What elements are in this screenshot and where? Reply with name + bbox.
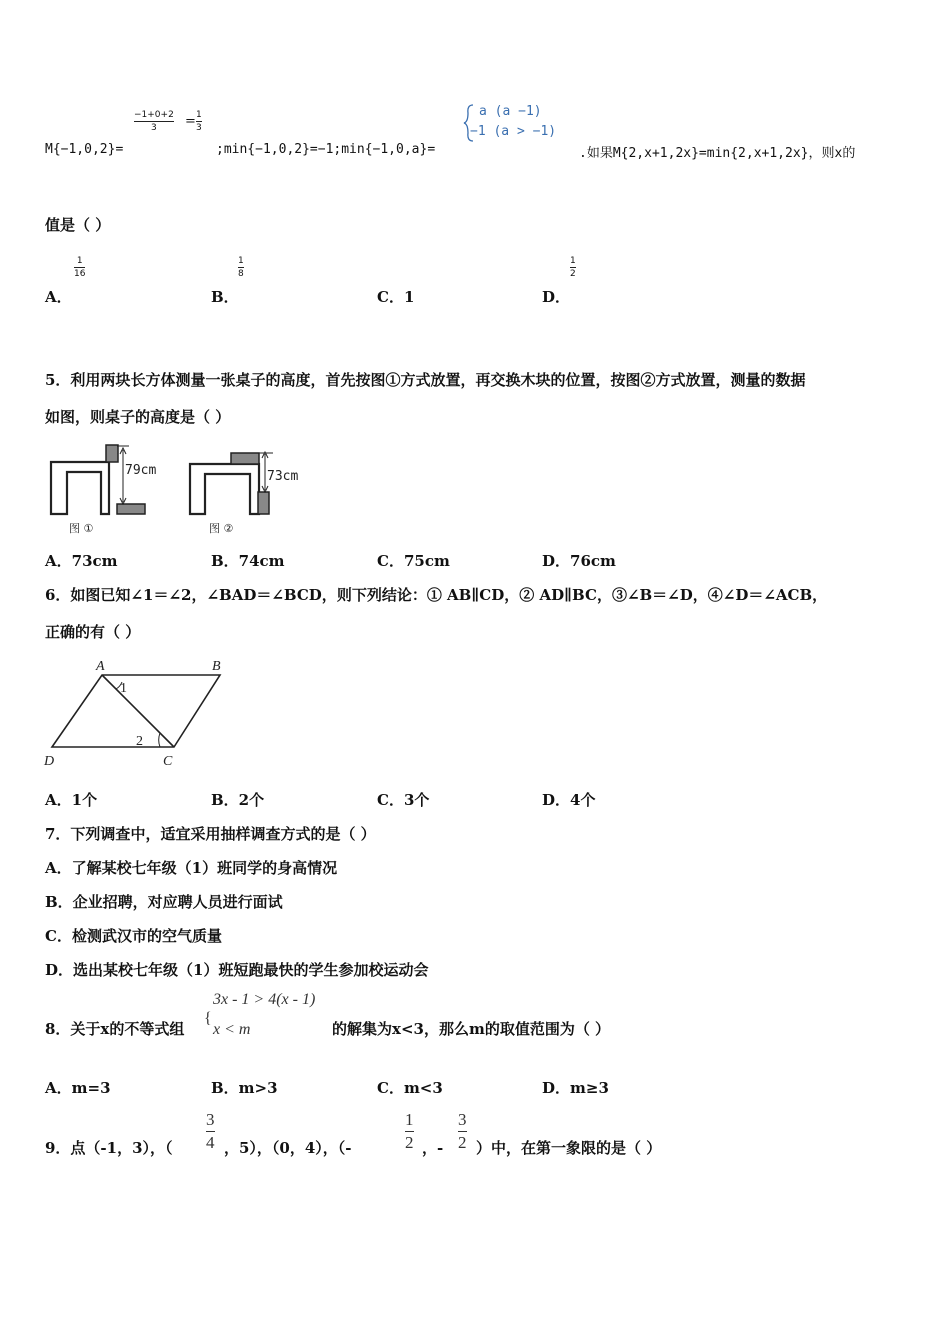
q7-option-b: B．企业招聘，对应聘人员进行面试 <box>45 893 283 911</box>
q5-line1: 5．利用两块长方体测量一张桌子的高度，首先按图①方式放置，再交换木块的位置，按图②方式放置，测量的数据 <box>45 371 806 389</box>
q6-label-c: C <box>163 754 173 769</box>
q6-option-b: B．2个 <box>211 791 265 809</box>
q5-fig2-value: 73cm <box>267 469 299 484</box>
q8-system-row1: 3x - 1 > 4(x - 1) <box>213 991 316 1008</box>
q8-option-a: A．m=3 <box>45 1079 111 1097</box>
q8-system-row2: x < m <box>213 1021 251 1038</box>
q4-mean-result <box>196 110 202 133</box>
q5-option-b: B．74cm <box>211 552 285 570</box>
q5-line2: 如图，则桌子的高度是（ ） <box>45 408 231 426</box>
q9-f3-num: 3 <box>458 1110 467 1129</box>
q9-part4: ）中，在第一象限的是（ ） <box>476 1139 662 1157</box>
q5-option-c: C．75cm <box>377 552 450 570</box>
q4-option-b: B． <box>211 288 239 306</box>
q4-mean-numerator: −1+0+2 <box>134 110 174 120</box>
q9-part3: ，- <box>422 1139 444 1157</box>
q8-system-brace-icon: { <box>204 1010 212 1027</box>
q4-mean-result-den: 3 <box>196 123 202 133</box>
q6-label-1: 1 <box>120 681 127 696</box>
q5-option-a: A．73cm <box>45 552 118 570</box>
q8-option-c: C．m<3 <box>377 1079 443 1097</box>
q9-f3-den: 2 <box>458 1133 467 1152</box>
q5-figure <box>45 440 335 540</box>
q7-line1: 7．下列调查中，适宜采用抽样调查方式的是（ ） <box>45 825 376 843</box>
q9-part1: 9．点（-1，3），（ <box>45 1139 173 1157</box>
q4-option-d-den: 2 <box>570 269 576 279</box>
q9-f2-den: 2 <box>405 1133 414 1152</box>
q8-prefix: 8．关于x的不等式组 <box>45 1020 185 1038</box>
q8-suffix: 的解集为x<3，那么m的取值范围为（ ） <box>332 1020 611 1038</box>
q9-fraction-1-2 <box>405 1111 414 1152</box>
q4-option-a: A． <box>45 288 72 306</box>
q5-fig1-value: 79cm <box>125 463 157 478</box>
q4-option-b-fraction <box>238 256 244 279</box>
q6-label-2: 2 <box>136 734 143 749</box>
q4-option-d: D． <box>542 288 571 306</box>
q7-option-c: C．检测武汉市的空气质量 <box>45 927 222 945</box>
q9-f2-num: 1 <box>405 1110 414 1129</box>
q5-option-d: D．76cm <box>542 552 616 570</box>
q4-option-a-num: 1 <box>76 256 83 266</box>
q4-option-b-den: 8 <box>238 269 244 279</box>
q4-option-a-den: 16 <box>74 269 86 279</box>
q9-fraction-3-2 <box>458 1111 467 1152</box>
q4-option-a-fraction <box>74 256 85 279</box>
q6-label-b: B <box>212 659 221 674</box>
q5-fig2-block-bottom <box>258 492 269 514</box>
q6-option-d: D．4个 <box>542 791 596 809</box>
q5-fig1-block-bottom <box>117 504 145 514</box>
q4-option-d-num: 1 <box>570 256 576 266</box>
q5-fig2-table <box>190 464 259 514</box>
q4-option-b-num: 1 <box>238 256 244 266</box>
q6-label-d: D <box>44 754 55 769</box>
q6-option-a: A．1个 <box>45 791 98 809</box>
q4-option-d-fraction <box>570 256 576 279</box>
q6-parallelogram-figure <box>40 652 240 772</box>
q5-fig1-table <box>51 462 109 514</box>
q6-label-a: A <box>96 659 105 674</box>
q4-mean-result-num: 1 <box>196 110 202 120</box>
q5-fig1-block-top <box>106 445 118 462</box>
q5-fig2-block-top <box>231 453 259 464</box>
q4-option-c: C．1 <box>377 288 415 306</box>
q9-fraction-3-4 <box>206 1111 215 1152</box>
q6-line1: 6．如图已知∠1＝∠2，∠BAD＝∠BCD，则下列结论：① AB∥CD，② AD∥BC，③∠B＝∠D，④∠D＝∠ACB， <box>45 586 828 604</box>
q7-option-a: A．了解某校七年级（1）班同学的身高情况 <box>45 859 338 877</box>
q4-m-prefix: M{−1,0,2}= <box>45 142 124 157</box>
q4-tail-text: .如果M{2,x+1,2x}=min{2,x+1,2x}，则x的 <box>579 146 856 161</box>
q4-mean-equals: = <box>185 114 196 129</box>
q9-part2: ，5），（0，4），（- <box>224 1139 352 1157</box>
q8-option-d: D．m≥3 <box>542 1079 609 1097</box>
q4-mean-denominator: 3 <box>151 123 157 133</box>
q5-fig2-caption: 图 ② <box>209 522 234 535</box>
q7-option-d: D．选出某校七年级（1）班短跑最快的学生参加校运动会 <box>45 961 429 979</box>
q4-piecewise-row1: a (a −1) <box>479 104 542 119</box>
q4-line2: 值是（ ） <box>45 216 111 234</box>
q6-option-c: C．3个 <box>377 791 430 809</box>
q6-line2: 正确的有（ ） <box>45 623 141 641</box>
q9-f1-num: 3 <box>206 1110 215 1129</box>
q4-piecewise-row2: −1 (a > −1) <box>470 124 557 139</box>
q5-fig1-caption: 图 ① <box>69 522 94 535</box>
q8-option-b: B．m>3 <box>211 1079 278 1097</box>
q6-angle2-arc <box>159 733 160 747</box>
q9-f1-den: 4 <box>206 1133 215 1152</box>
q4-mean-fraction <box>134 110 174 133</box>
q4-min-text: ;min{−1,0,2}=−1;min{−1,0,a}= <box>216 142 436 157</box>
